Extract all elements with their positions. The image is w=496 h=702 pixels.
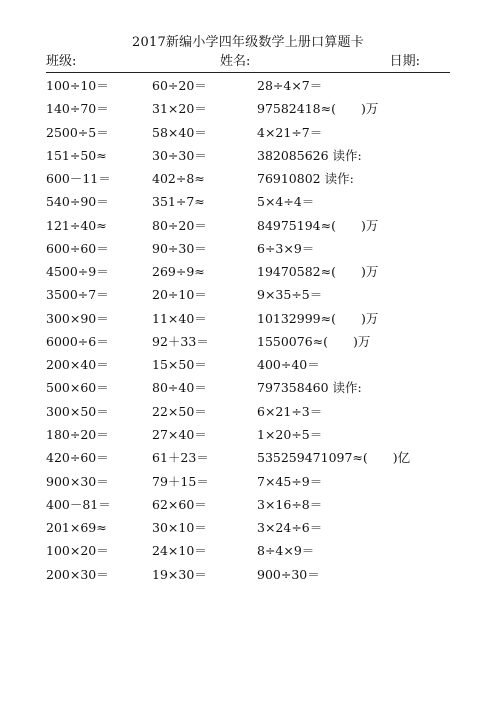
- problem-cell: 22×50＝: [152, 403, 207, 419]
- problem-row: [0, 355, 496, 378]
- problem-cell: 200×40＝: [46, 357, 109, 373]
- problem-cell: 60÷20＝: [152, 78, 207, 93]
- problem-row: [0, 169, 496, 192]
- problem-cell: 269÷9≈: [152, 264, 205, 280]
- problem-cell: 30×10＝: [152, 520, 207, 536]
- problem-cell: 3×16÷8＝: [257, 496, 323, 512]
- name-label: 姓名:: [220, 54, 251, 69]
- problem-cell: 7×45÷9＝: [257, 473, 323, 489]
- problem-cell: 27×40＝: [152, 426, 207, 442]
- page-title: 2017新编小学四年级数学上册口算题卡: [132, 35, 364, 50]
- problem-cell: 4×21÷7＝: [257, 124, 323, 140]
- problem-cell: 3×24÷6＝: [257, 520, 323, 536]
- problem-row: [0, 99, 496, 122]
- problem-cell: 1×20÷5＝: [257, 426, 323, 442]
- problem-cell: 140÷70＝: [46, 101, 109, 117]
- problem-cell: 80÷40＝: [152, 380, 207, 396]
- problem-cell: 76910802 读作:: [257, 171, 354, 187]
- problem-cell: 97582418≈( )万: [257, 101, 379, 117]
- problem-cell: 797358460 读作:: [257, 380, 362, 396]
- problem-row: [0, 216, 496, 239]
- problem-row: [0, 332, 496, 355]
- problem-row: [0, 518, 496, 541]
- problem-row: [0, 192, 496, 215]
- problem-row: [0, 285, 496, 308]
- problem-cell: 300×90＝: [46, 310, 109, 326]
- problem-row: [0, 76, 496, 99]
- header-divider: [46, 72, 450, 73]
- problem-cell: 20÷10＝: [152, 287, 207, 303]
- problem-cell: 6×21÷3＝: [257, 403, 323, 419]
- problem-cell: 9×35÷5＝: [257, 287, 323, 303]
- problem-cell: 5×4÷4＝: [257, 194, 315, 210]
- problem-cell: 400÷40＝: [257, 357, 320, 373]
- problem-cell: 24×10＝: [152, 543, 207, 559]
- problem-cell: 900×30＝: [46, 473, 109, 489]
- problem-row: [0, 146, 496, 169]
- problem-cell: 900÷30＝: [257, 566, 320, 582]
- problem-cell: 600÷60＝: [46, 240, 109, 256]
- problem-cell: 600－11＝: [46, 171, 111, 187]
- problem-cell: 180÷20＝: [46, 426, 109, 442]
- problem-cell: 79＋15＝: [152, 473, 209, 489]
- problem-cell: 80÷20＝: [152, 217, 207, 233]
- problem-cell: 6÷3×9＝: [257, 240, 315, 256]
- problem-cell: 151÷50≈: [46, 147, 107, 163]
- problem-cell: 6000÷6＝: [46, 333, 109, 349]
- problem-cell: 62×60＝: [152, 496, 207, 512]
- problem-cell: 31×20＝: [152, 101, 207, 117]
- problem-cell: 300×50＝: [46, 403, 109, 419]
- problem-cell: 61＋23＝: [152, 450, 209, 466]
- problem-cell: 58×40＝: [152, 124, 207, 140]
- problem-cell: 382085626 读作:: [257, 147, 362, 163]
- problem-cell: 8÷4×9＝: [257, 543, 315, 559]
- problem-cell: 10132999≈( )万: [257, 310, 379, 326]
- problem-grid: [0, 76, 496, 588]
- problem-row: [0, 402, 496, 425]
- problem-cell: 3500÷7＝: [46, 287, 109, 303]
- problem-cell: 19×30＝: [152, 566, 207, 582]
- problem-row: [0, 378, 496, 401]
- problem-row: [0, 472, 496, 495]
- problem-cell: 4500÷9＝: [46, 264, 109, 280]
- problem-row: [0, 309, 496, 332]
- problem-cell: 200×30＝: [46, 566, 109, 582]
- problem-cell: 201×69≈: [46, 520, 107, 536]
- problem-row: [0, 565, 496, 588]
- problem-cell: 100÷10＝: [46, 78, 109, 93]
- problem-cell: 420÷60＝: [46, 450, 109, 466]
- problem-cell: 90÷30＝: [152, 240, 207, 256]
- problem-cell: 1550076≈( )万: [257, 333, 371, 349]
- student-info-row: [46, 54, 450, 72]
- problem-cell: 400－81＝: [46, 496, 111, 512]
- problem-row: [0, 448, 496, 471]
- problem-cell: 30÷30＝: [152, 147, 207, 163]
- date-label: 日期:: [389, 54, 420, 69]
- problem-row: [0, 239, 496, 262]
- problem-row: [0, 425, 496, 448]
- problem-cell: 15×50＝: [152, 357, 207, 373]
- problem-cell: 121÷40≈: [46, 217, 107, 233]
- problem-row: [0, 123, 496, 146]
- class-label: 班级:: [46, 54, 77, 69]
- problem-row: [0, 495, 496, 518]
- problem-cell: 500×60＝: [46, 380, 109, 396]
- problem-cell: 402÷8≈: [152, 171, 205, 187]
- problem-cell: 92＋33＝: [152, 333, 209, 349]
- problem-cell: 100×20＝: [46, 543, 109, 559]
- problem-cell: 28÷4×7＝: [257, 78, 323, 93]
- problem-cell: 19470582≈( )万: [257, 264, 379, 280]
- problem-row: [0, 541, 496, 564]
- problem-cell: 535259471097≈( )亿: [257, 450, 411, 466]
- problem-row: [0, 262, 496, 285]
- problem-cell: 84975194≈( )万: [257, 217, 379, 233]
- problem-cell: 351÷7≈: [152, 194, 205, 210]
- problem-cell: 11×40＝: [152, 310, 207, 326]
- problem-cell: 540÷90＝: [46, 194, 109, 210]
- problem-cell: 2500÷5＝: [46, 124, 109, 140]
